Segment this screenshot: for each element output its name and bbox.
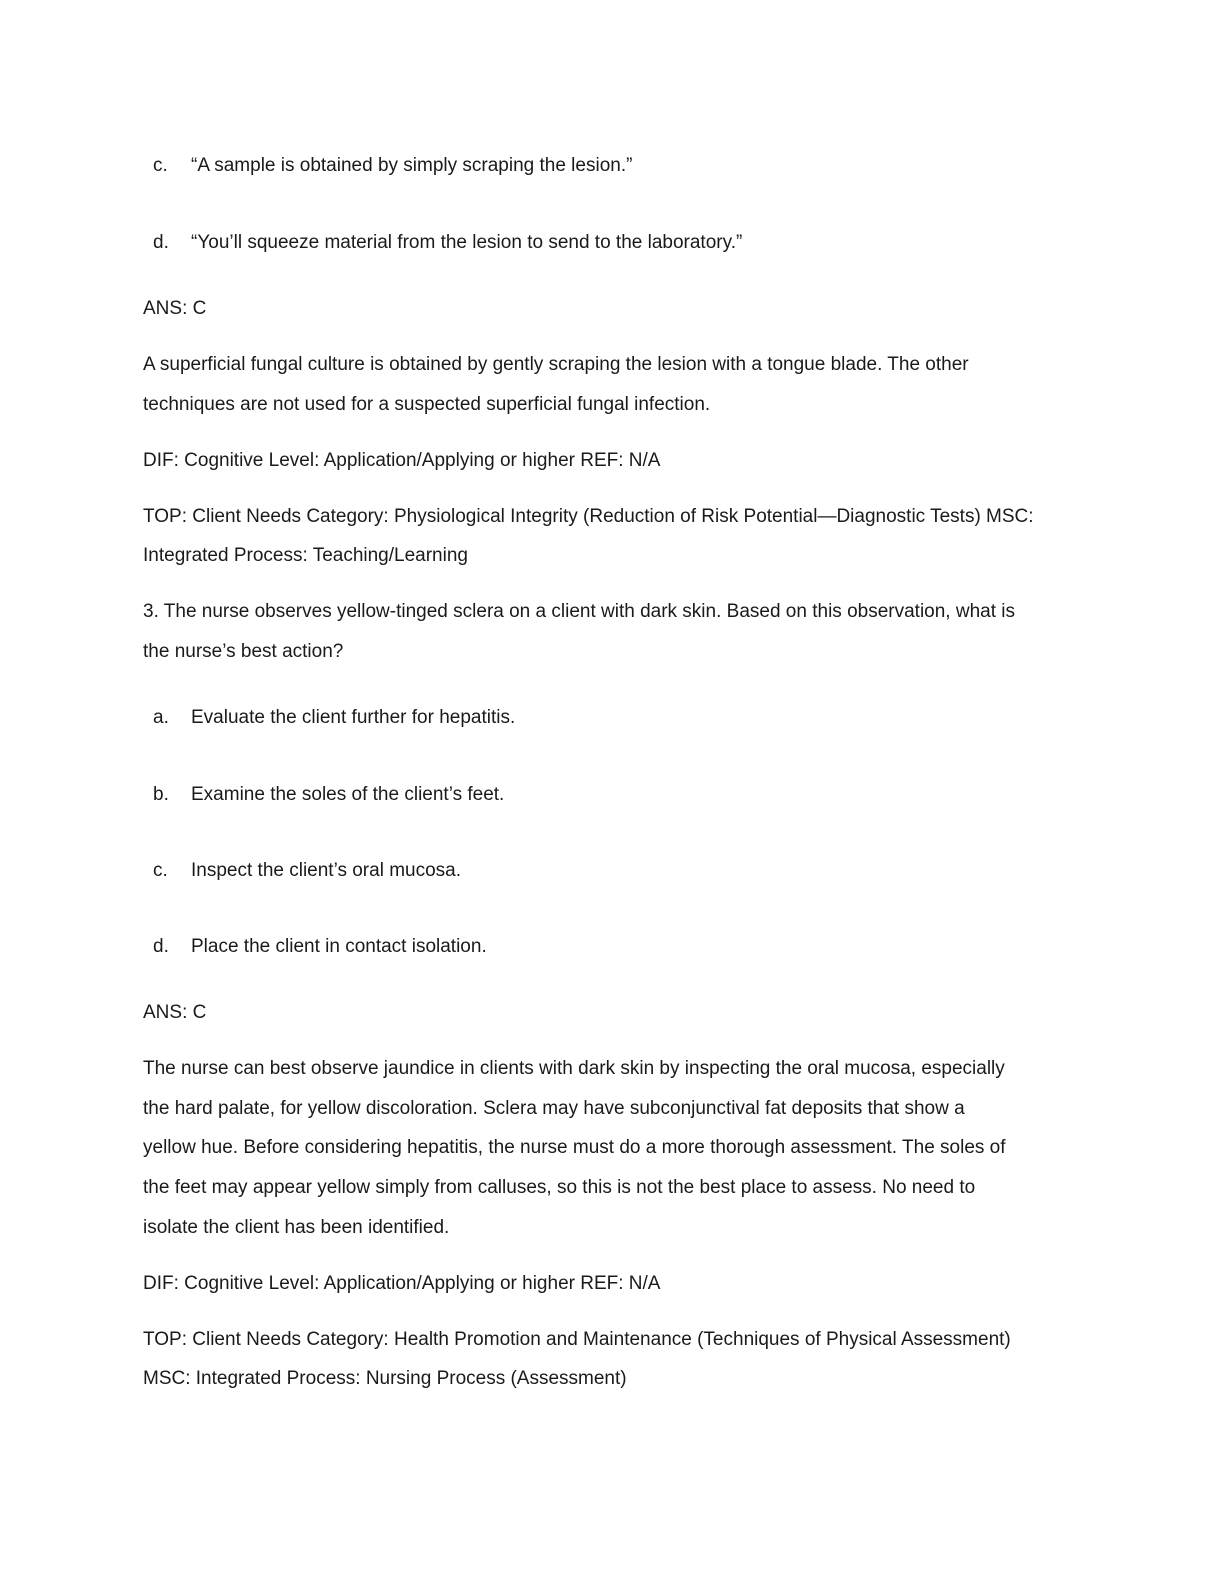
rationale-line: the feet may appear yellow simply from calluses, so this is not the best place to assess. No need to: [143, 1177, 976, 1198]
topic-line: TOP: Client Needs Category: Physiological Integrity (Reduction of Risk Potential—Diagnostic Tests) MSC:: [143, 506, 1034, 527]
option-letter: a.: [153, 707, 169, 728]
question-stem-line: 3. The nurse observes yellow-tinged sclera on a client with dark skin. Based on this observation, what is: [143, 601, 1015, 622]
rationale-line: A superficial fungal culture is obtained by gently scraping the lesion with a tongue blade. The other: [143, 354, 969, 375]
option-letter: d.: [153, 232, 169, 253]
option-letter: b.: [153, 784, 169, 805]
option-text: Place the client in contact isolation.: [191, 936, 487, 957]
rationale-line: The nurse can best observe jaundice in clients with dark skin by inspecting the oral mucosa, especially: [143, 1058, 1005, 1079]
option-letter: d.: [153, 936, 169, 957]
option-text: Evaluate the client further for hepatitis.: [191, 707, 516, 728]
rationale-line: isolate the client has been identified.: [143, 1217, 450, 1238]
topic-line: Integrated Process: Teaching/Learning: [143, 545, 468, 566]
rationale-line: the hard palate, for yellow discoloration. Sclera may have subconjunctival fat deposits that show a: [143, 1098, 965, 1119]
question-stem-line: the nurse’s best action?: [143, 641, 344, 662]
option-text: “A sample is obtained by simply scraping the lesion.”: [191, 155, 633, 176]
option-text: Examine the soles of the client’s feet.: [191, 784, 505, 805]
option-letter: c.: [153, 155, 168, 176]
topic-line: MSC: Integrated Process: Nursing Process (Assessment): [143, 1368, 627, 1389]
answer-line: ANS: C: [143, 298, 207, 319]
topic-line: TOP: Client Needs Category: Health Promotion and Maintenance (Techniques of Physical Assessment): [143, 1329, 1011, 1350]
option-letter: c.: [153, 860, 168, 881]
difficulty-line: DIF: Cognitive Level: Application/Applying or higher REF: N/A: [143, 1273, 661, 1294]
rationale-line: techniques are not used for a suspected superficial fungal infection.: [143, 394, 711, 415]
difficulty-line: DIF: Cognitive Level: Application/Applying or higher REF: N/A: [143, 450, 661, 471]
option-text: Inspect the client’s oral mucosa.: [191, 860, 462, 881]
option-text: “You’ll squeeze material from the lesion to send to the laboratory.”: [191, 232, 743, 253]
rationale-line: yellow hue. Before considering hepatitis, the nurse must do a more thorough assessment. The soles of: [143, 1137, 1006, 1158]
answer-line: ANS: C: [143, 1002, 207, 1023]
